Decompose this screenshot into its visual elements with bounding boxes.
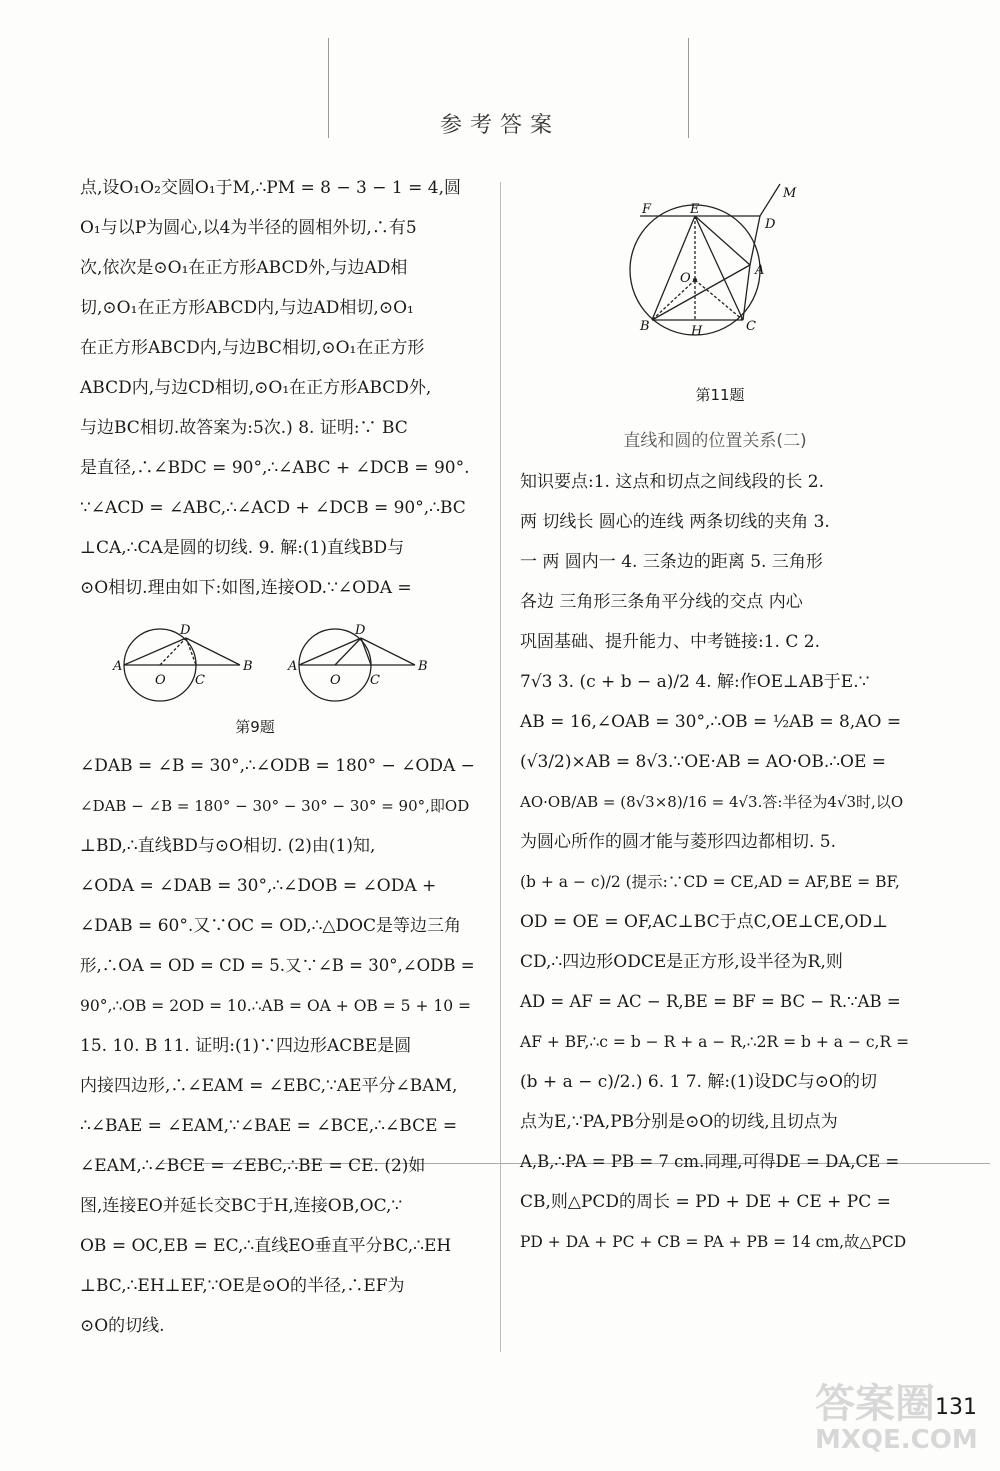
left-b-line: ∴∠BAE = ∠EAM,∵∠BAE = ∠BCE,∴∠BCE = [80,1116,458,1136]
right-line: CD,∴四边形ODCE是正方形,设半径为R,则 [520,952,843,972]
fig11-label-h: H [691,324,703,339]
right-line: 为圆心所作的圆才能与菱形四边都相切. 5. [520,832,837,852]
column-divider [500,182,501,1352]
right-line: (√3/2)×AB = 8√3.∵OE·AB = AO·OB.∴OE = [520,752,887,772]
right-line: 巩固基础、提升能力、中考链接:1. C 2. [520,632,820,652]
right-line: 点为E,∵PA,PB分别是⊙O的切线,且切点为 [520,1112,838,1132]
left-b-line: 90°,∴OB = 2OD = 10.∴AB = OA + OB = 5 + 10 = [80,997,471,1015]
left-b-line: 内接四边形,∴∠EAM = ∠EBC,∵AE平分∠BAM, [80,1076,458,1096]
right-line: PD + DA + PC + CB = PA + PB = 14 cm,故△PCD [520,1233,907,1251]
figure-9-caption: 第9题 [235,718,275,736]
fig11-label-d: D [765,217,776,232]
left-b-line: ⊥BC,∴EH⊥EF,∵OE是⊙O的半径,∴EF为 [80,1276,405,1296]
left-b-line: ⊙O的切线. [80,1316,165,1336]
left-b-line: ⊥BD,∴直线BD与⊙O相切. (2)由(1)知, [80,836,376,856]
right-column [520,462,910,1262]
watermark-url: MXQE.COM [815,1425,978,1455]
figure-11-diagram [600,180,840,350]
page-number: 131 [935,1395,977,1420]
left-text-block-b [80,746,480,1346]
right-line: (b + a − c)/2 (提示:∵CD = CE,AD = AF,BE = BF, [520,873,900,891]
fig9-label-c: C [195,673,205,688]
figure-11-caption: 第11题 [695,386,745,404]
left-b-line: ∠DAB = 60°.又∵OC = OD,∴△DOC是等边三角 [80,916,462,936]
right-line: 各边 三角形三条角平分线的交点 内心 [520,592,803,612]
right-line: A,B,∴PA = PB = 7 cm.同理,可得DE = DA,CE = [520,1152,900,1171]
right-line: CB,则△PCD的周长 = PD + DE + CE + PC = [520,1192,891,1212]
left-b-line: 形,∴OA = OD = CD = 5.又∵∠B = 30°,∠ODB = [80,956,475,975]
fig11-label-a: A [755,263,765,278]
left-a-line: 切,⊙O₁在正方形ABCD内,与边AD相切,⊙O₁ [80,298,414,318]
right-line: AF + BF,∴c = b − R + a − R,∴2R = b + a − c,R = [520,1033,910,1051]
right-line: AO·OB/AB = (8√3×8)/16 = 4√3.答:半径为4√3时,以O [520,793,904,811]
figure-9-diagram [80,608,480,708]
fig9-label-b: B [243,659,253,674]
fig9-right [299,629,415,701]
figure-11 [600,180,840,350]
left-b-line: ∠EAM,∴∠BCE = ∠EBC,∴BE = CE. (2)如 [80,1156,426,1176]
fig9-label-o: O [155,673,166,688]
left-b-line: OB = OC,EB = EC,∴直线EO垂直平分BC,∴EH [80,1236,452,1256]
left-a-line: ⊙O相切.理由如下:如图,连接OD.∵∠ODA = [80,578,412,598]
right-line: 一 两 圆内一 4. 三条边的距离 5. 三角形 [520,552,823,572]
right-text-block [520,462,910,1262]
left-b-line: 图,连接EO并延长交BC于H,连接OB,OC,∵ [80,1196,403,1216]
left-b-line: 15. 10. B 11. 证明:(1)∵四边形ACBE是圆 [80,1036,412,1056]
fig9-label-o2: O [330,673,341,688]
fig9-label-d2: D [355,623,366,638]
left-a-line: 与边BC相切.故答案为:5次.) 8. 证明:∵ BC [80,418,408,438]
left-a-line: ∵∠ACD = ∠ABC,∴∠ACD + ∠DCB = 90°,∴BC [80,498,466,518]
left-a-line: ⊥CA,∴CA是圆的切线. 9. 解:(1)直线BD与 [80,538,405,558]
watermark-logo: 答案圈 [815,1381,935,1427]
fig11-label-m: M [783,186,797,201]
left-column [80,168,480,1346]
figure-9 [80,608,480,708]
left-a-line: ABCD内,与边CD相切,⊙O₁在正方形ABCD外, [80,378,432,398]
right-line: (b + a − c)/2.) 6. 1 7. 解:(1)设DC与⊙O的切 [520,1072,877,1092]
fig9-label-c2: C [370,673,380,688]
fig11-label-e: E [690,202,700,217]
fig9-label-a: A [113,659,123,674]
right-line: 7√3 3. (c + b − a)/2 4. 解:作OE⊥AB于E.∵ [520,672,870,692]
fig9-label-d: D [180,623,191,638]
left-a-line: 是直径,∴∠BDC = 90°,∴∠ABC + ∠DCB = 90°. [80,458,470,478]
page-header: 参考答案 [439,113,560,138]
left-a-line: 点,设O₁O₂交圆O₁于M,∴PM = 8 − 3 − 1 = 4,圆 [80,178,462,198]
section-title: 直线和圆的位置关系(二) [623,431,807,451]
right-line: AD = AF = AC − R,BE = BF = BC − R.∵AB = [520,992,901,1011]
fig9-label-a2: A [288,659,298,674]
left-a-line: 次,依次是⊙O₁在正方形ABCD外,与边AD相 [80,258,408,278]
right-line: OD = OE = OF,AC⊥BC于点C,OE⊥CE,OD⊥ [520,912,889,932]
fig9-label-b2: B [418,659,428,674]
left-text-block-a [80,168,480,608]
fig11-label-c: C [746,319,756,334]
fig9-left [124,629,240,701]
left-a-line: O₁与以P为圆心,以4为半径的圆相外切,∴有5 [80,218,417,238]
left-b-line: ∠DAB − ∠B = 180° − 30° − 30° − 30° = 90°,即OD [80,797,470,815]
left-b-line: ∠ODA = ∠DAB = 30°,∴∠DOB = ∠ODA + [80,876,437,896]
right-line: AB = 16,∠OAB = 30°,∴OB = ½AB = 8,AO = [520,712,902,732]
fig11-label-f: F [642,202,652,217]
fig11-label-b: B [640,319,650,334]
left-b-line: ∠DAB = ∠B = 30°,∴∠ODB = 180° − ∠ODA − [80,756,475,776]
right-line: 两 切线长 圆心的连线 两条切线的夹角 3. [520,512,830,532]
right-line: 知识要点:1. 这点和切点之间线段的长 2. [520,472,824,492]
left-a-line: 在正方形ABCD内,与边BC相切,⊙O₁在正方形 [80,338,425,358]
fig11-label-o: O [680,271,691,286]
